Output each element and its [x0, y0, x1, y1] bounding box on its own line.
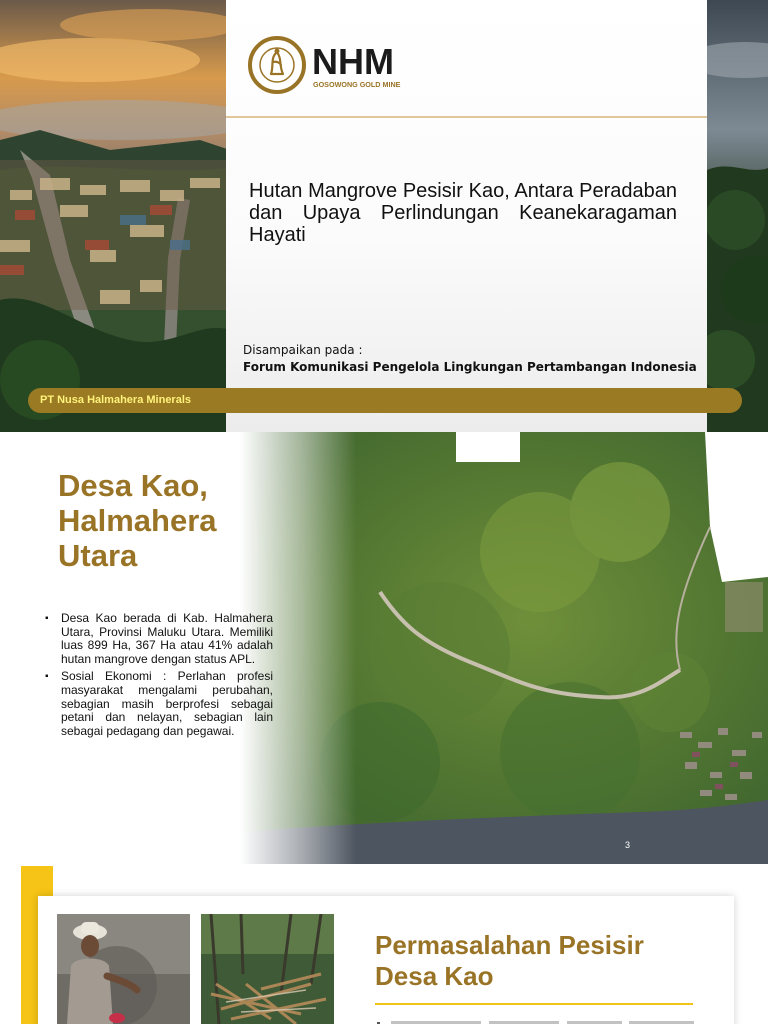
bullet-icon: ▪ [45, 613, 49, 624]
heading-line: Desa Kao, [58, 468, 208, 503]
list-item-text: Sosial Ekonomi : Perlahan profesi masyarakat mengalami perubahan, sebagian masih berprofesi sebagai petani dan nelayan, sebagian lain sebagai pedagang dan pegawai. [61, 669, 273, 738]
aerial-map-image [240, 432, 768, 864]
slide-permasalahan [0, 864, 768, 1024]
heading-line: Utara [58, 538, 138, 573]
presented-at-label: Disampaikan pada : [243, 343, 363, 357]
logo-tagline: GOSOWONG GOLD MINE [313, 80, 401, 89]
list-item-text: Desa Kao berada di Kab. Halmahera Utara, Provinsi Maluku Utara. Memiliki luas 899 Ha, 367 Ha atau 41% adalah hutan mangrove dengan status APL. [61, 611, 273, 666]
slide-desa-kao [0, 432, 768, 864]
photo-mangrove-debris [201, 914, 334, 1024]
nhm-logo [248, 36, 428, 94]
title-card [226, 0, 707, 432]
bullet-list [44, 612, 273, 742]
list-item [44, 612, 273, 666]
slide-title [0, 0, 768, 432]
heading-line: Halmahera [58, 503, 217, 538]
bullet-icon: ▪ [45, 671, 49, 683]
slide-heading [375, 930, 644, 992]
page-number: 3 [625, 840, 631, 850]
photo-man-digging [57, 914, 190, 1024]
title-divider [226, 116, 707, 118]
heading-underline [375, 1003, 693, 1005]
company-banner-text: PT Nusa Halmahera Minerals [40, 394, 192, 406]
heading-line: Desa Kao [375, 961, 494, 991]
presented-at-forum: Forum Komunikasi Pengelola Lingkungan Pertambangan Indonesia [243, 360, 697, 374]
heading-line: Permasalahan Pesisir [375, 930, 644, 960]
slide-heading [58, 468, 217, 573]
logo-wordmark: NHM [312, 41, 394, 82]
cropped-text-line [377, 1020, 697, 1024]
company-banner [28, 388, 742, 413]
presentation-title: Hutan Mangrove Pesisir Kao, Antara Peradaban dan Upaya Perlindungan Keanekaragaman Hayati [249, 180, 677, 246]
list-item [44, 670, 273, 738]
